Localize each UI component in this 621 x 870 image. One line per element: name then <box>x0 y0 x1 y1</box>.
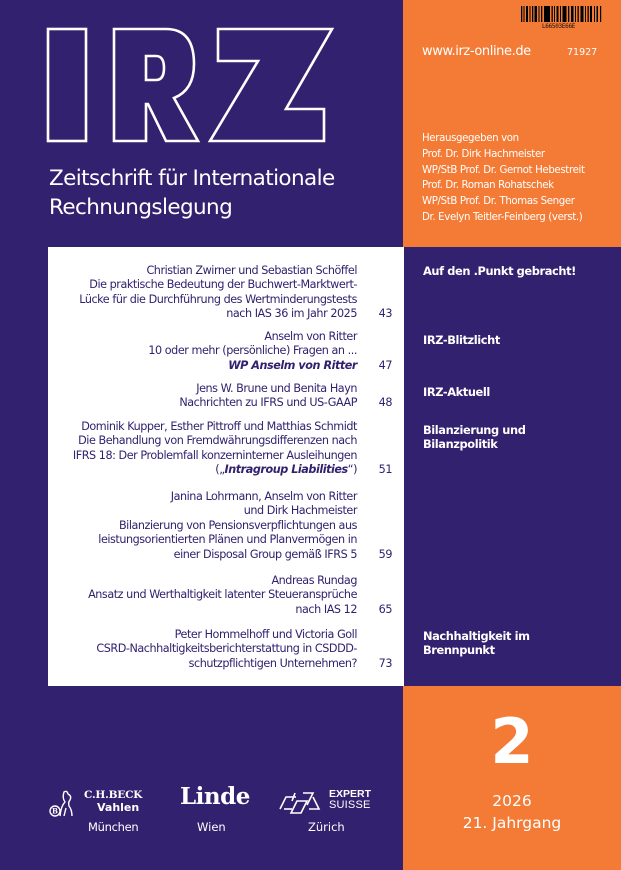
toc-page-number: 65 <box>378 603 392 616</box>
toc-title-line: („Intragroup Liabilities“) <box>215 463 357 477</box>
editor-name: Dr. Evelyn Teitler-Feinberg (verst.) <box>422 211 583 223</box>
section-label-blitzlicht: IRZ-Blitzlicht <box>423 333 500 347</box>
subtitle-line-1: Zeitschrift für Internationale <box>49 166 335 191</box>
expert-suisse-logo-icon <box>278 790 321 816</box>
toc-title-line: einer Disposal Group gemäß IFRS 5 <box>173 547 357 561</box>
publisher-expert-city: Zürich <box>308 820 345 834</box>
toc-authors: Peter Hommelhoff und Victoria Goll <box>174 628 357 641</box>
toc-page-number: 51 <box>378 463 392 476</box>
irz-logo <box>46 26 336 144</box>
publisher-beck-name: C.H.BECK <box>84 789 143 801</box>
editor-name: Prof. Dr. Roman Rohatschek <box>422 180 554 192</box>
publisher-linde-city: Wien <box>197 820 226 834</box>
toc-title-line: nach IAS 12 <box>295 602 357 616</box>
beck-griffin-icon <box>48 788 74 818</box>
toc-title-line: WP Anselm von Ritter <box>228 358 357 372</box>
toc-title-line: Die praktische Bedeutung der Buchwert-Marktwert- <box>89 278 357 292</box>
toc-authors: Andreas Rundag <box>271 574 357 587</box>
editors-block <box>422 131 585 226</box>
publisher-vahlen-name: Vahlen <box>97 801 140 814</box>
toc-title-line: leistungsorientierten Plänen und Planvermögen in <box>98 533 357 547</box>
toc-title-line: nach IAS 36 im Jahr 2025 <box>226 307 357 321</box>
toc-authors: und Dirk Hachmeister <box>243 504 357 518</box>
website-link[interactable]: www.irz-online.de <box>422 44 531 59</box>
toc-page-number: 59 <box>378 548 392 561</box>
toc-authors: Anselm von Ritter <box>264 330 357 343</box>
section-label-aktuell: IRZ-Aktuell <box>423 385 490 399</box>
table-of-contents <box>48 247 404 686</box>
subtitle-line-2: Rechnungslegung <box>49 195 233 220</box>
toc-title-line: Lücke für die Durchführung des Wertminderungstests <box>79 292 357 306</box>
toc-title-line: IFRS 18: Der Problemfall konzerninterner Ausleihungen <box>72 448 357 462</box>
section-label-punkt: Auf den .Punkt gebracht! <box>423 264 576 278</box>
toc-title-line: CSRD-Nachhaltigkeitsberichterstattung in CSDDD- <box>96 642 357 656</box>
toc-title-line: Bilanzierung von Pensionsverpflichtungen aus <box>118 518 357 532</box>
toc-title-line: Nachrichten zu IFRS und US-GAAP <box>179 396 357 410</box>
toc-page-number: 43 <box>378 307 392 320</box>
barcode-number: L66503E66E <box>542 23 576 30</box>
editor-name: WP/StB Prof. Dr. Gernot Hebestreit <box>422 164 585 176</box>
toc-title-line: Die Behandlung von Fremdwährungsdifferenzen nach <box>78 434 357 448</box>
issue-volume: 21. Jahrgang <box>462 814 562 832</box>
toc-authors: Janina Lohrmann, Anselm von Ritter <box>170 490 357 503</box>
toc-page-number: 73 <box>378 657 392 670</box>
publisher-beck-city: München <box>88 820 139 834</box>
editors-intro: Herausgegeben von <box>422 133 519 144</box>
section-label-nachhaltigkeit: Nachhaltigkeit im Brennpunkt <box>423 629 530 657</box>
toc-authors: Dominik Kupper, Esther Pittroff und Matthias Schmidt <box>81 420 357 433</box>
publisher-linde-logo: Linde <box>180 783 250 810</box>
toc-title-line: 10 oder mehr (persönliche) Fragen an ... <box>148 344 357 358</box>
toc-page-number: 47 <box>378 359 392 372</box>
publisher-suisse-name: SUISSE <box>329 799 371 811</box>
editor-name: WP/StB Prof. Dr. Thomas Senger <box>422 196 575 208</box>
publisher-expert-name: EXPERT <box>329 788 372 800</box>
section-label-bilanzierung: Bilanzierung und Bilanzpolitik <box>423 423 526 451</box>
toc-authors: Christian Zwirner und Sebastian Schöffel <box>146 264 357 277</box>
issn-code: 71927 <box>567 47 598 58</box>
toc-title-line: schutzpflichtigen Unternehmen? <box>188 656 357 670</box>
toc-page-number: 48 <box>378 396 392 409</box>
issue-number: 2 <box>490 705 534 778</box>
issue-year: 2026 <box>492 792 532 810</box>
toc-title-line: Ansatz und Werthaltigkeit latenter Steueransprüche <box>88 588 357 602</box>
toc-authors: Jens W. Brune und Benita Hayn <box>196 382 357 395</box>
journal-subtitle <box>49 164 335 222</box>
svg-text:B: B <box>52 806 58 816</box>
editor-name: Prof. Dr. Dirk Hachmeister <box>422 148 545 160</box>
